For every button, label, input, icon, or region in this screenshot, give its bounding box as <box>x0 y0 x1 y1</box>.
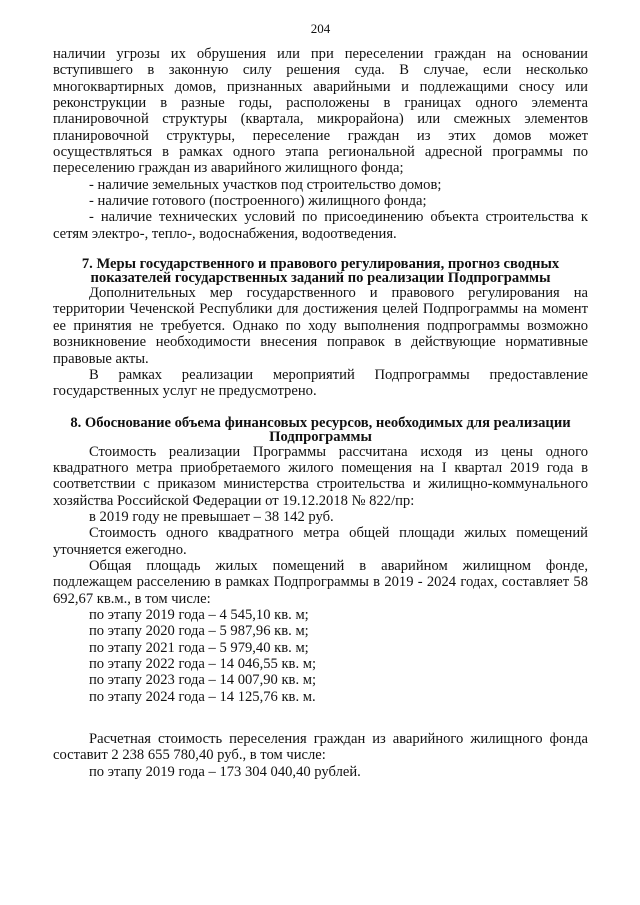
section-7-paragraph-2: В рамках реализации мероприятий Подпрограммы предоставление государственных услуг не предусмотрено. <box>53 366 588 400</box>
condition-housing: - наличие готового (построенного) жилищного фонда; <box>89 193 427 210</box>
section-8-heading: 8. Обоснование объема финансовых ресурсов, необходимых для реализации Подпрограммы <box>70 414 571 445</box>
stage-area-2019: по этапу 2019 года – 4 545,10 кв. м; <box>89 606 309 623</box>
section-8-price-2019: в 2019 году не превышает – 38 142 руб. <box>89 508 334 525</box>
section-7-paragraph-1: Дополнительных мер государственного и правового регулирования на территории Чеченской Республики для достижения целей Подпрограммы на момент ее принятия не требуется. Однако по ходу выполнения подпрограммы возможно возникновение необходимости внесения поправок в действующие нормативные правовые акты. <box>53 285 588 367</box>
stage-cost-2019: по этапу 2019 года – 173 304 040,40 рублей. <box>89 763 361 780</box>
section-8-paragraph-1: Стоимость реализации Программы рассчитана исходя из цены одного квадратного метра приобретаемого жилого помещения на I квартал 2019 года в соответствии с приказом министерства строительства и жилищно-коммунального хозяйства Российской Федерации от 19.12.2018 № 822/пр: <box>53 443 588 509</box>
intro-paragraph: наличии угрозы их обрушения или при переселении граждан на основании вступившего в законную силу решения суда. В случае, если несколько многоквартирных домов, признанных аварийными и подлежащими сносу или реконструкции в разные годы, расположены в границах одного элемента планировочной структуры (квартала, микрорайона) или смежных элементов планировочной структуры, переселение граждан из этих домов может осуществляться в рамках одного этапа региональной адресной программы по переселению граждан из аварийного жилищного фонда; <box>53 46 588 177</box>
stage-area-2020: по этапу 2020 года – 5 987,96 кв. м; <box>89 623 309 640</box>
section-8-paragraph-3: Стоимость одного квадратного метра общей площади жилых помещений уточняется ежегодно. <box>53 525 588 558</box>
section-8-total-cost: Расчетная стоимость переселения граждан из аварийного жилищного фонда составит 2 238 655 780,40 руб., в том числе: <box>53 731 588 764</box>
section-8-total-area: Общая площадь жилых помещений в аварийном жилищном фонде, подлежащем расселению в рамках Подпрограммы в 2019 - 2024 годах, составляет 58 692,67 кв.м., в том числе: <box>53 557 588 607</box>
condition-land: - наличие земельных участков под строительство домов; <box>89 176 442 193</box>
condition-technical: - наличие технических условий по присоединению объекта строительства к сетям электро-, тепло-, водоснабжения, водоотведения. <box>53 209 588 242</box>
section-7-heading: 7. Меры государственного и правового регулирования, прогноз сводных показателей государственных заданий по реализации Подпрограммы <box>81 256 560 287</box>
stage-area-2023: по этапу 2023 года – 14 007,90 кв. м; <box>89 672 317 689</box>
stage-area-2022: по этапу 2022 года – 14 046,55 кв. м; <box>89 656 317 672</box>
page-number: 204 <box>310 21 331 36</box>
stage-area-2024: по этапу 2024 года – 14 125,76 кв. м. <box>89 688 316 705</box>
stage-area-2021: по этапу 2021 года – 5 979,40 кв. м; <box>89 639 309 656</box>
